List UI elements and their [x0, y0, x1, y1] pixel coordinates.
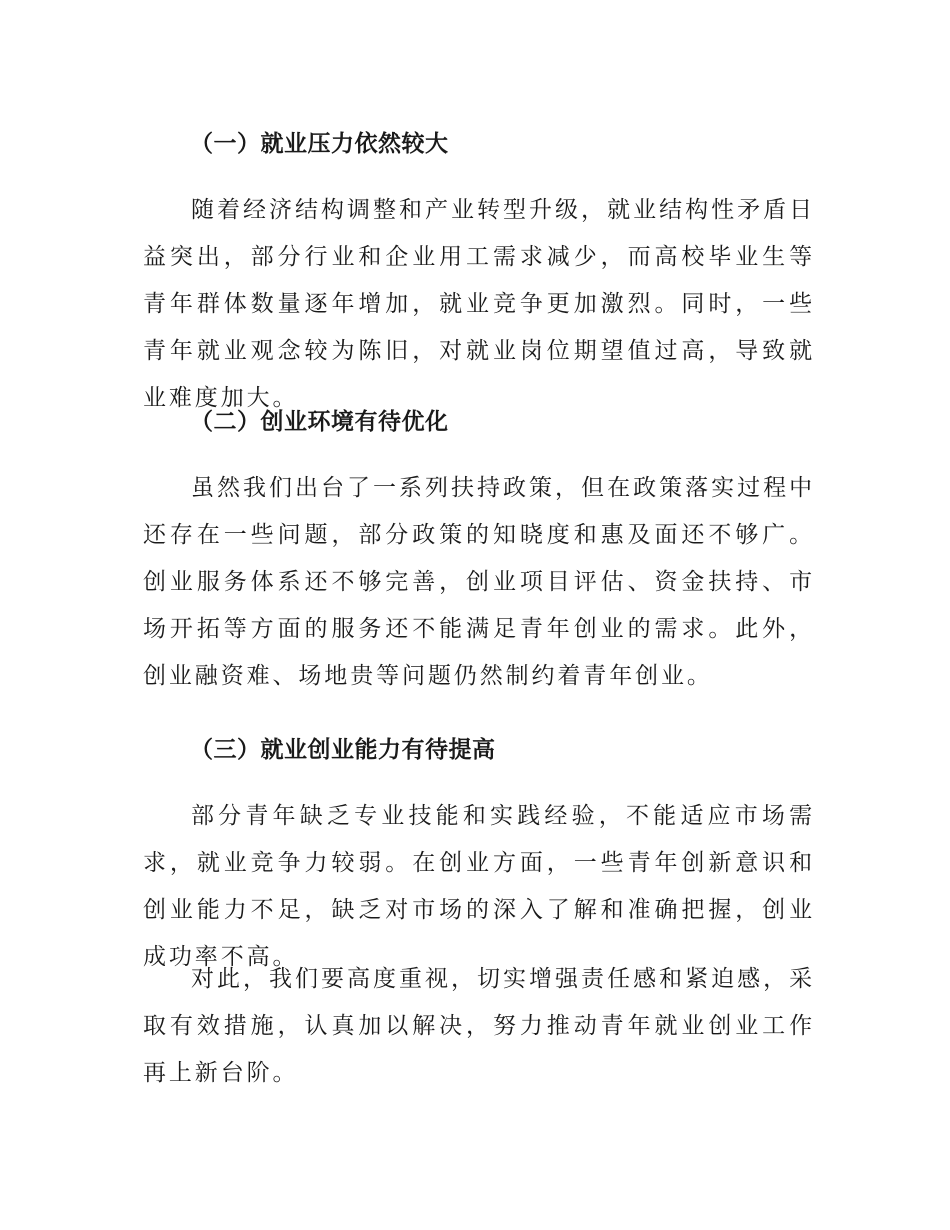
section-heading-2: （二）创业环境有待优化 [190, 409, 449, 435]
conclusion-paragraph: 对此，我们要高度重视，切实增强责任感和紧迫感，采取有效措施，认真加以解决，努力推动青年就业创业工作再上新台阶。 [143, 966, 815, 1086]
section-body-3: 部分青年缺乏专业技能和实践经验，不能适应市场需求，就业竞争力较弱。在创业方面，一些青年创新意识和创业能力不足，缺乏对市场的深入了解和准确把握，创业成功率不高。 [143, 803, 815, 970]
section-body-2: 虽然我们出台了一系列扶持政策，但在政策落实过程中还存在一些问题，部分政策的知晓度和惠及面还不够广。创业服务体系还不够完善，创业项目评估、资金扶持、市场开拓等方面的服务还不能满足青年创业的需求。此外，创业融资难、场地贵等问题仍然制约着青年创业。 [143, 475, 815, 689]
section-body-1: 随着经济结构调整和产业转型升级，就业结构性矛盾日益突出，部分行业和企业用工需求减少，而高校毕业生等青年群体数量逐年增加，就业竞争更加激烈。同时，一些青年就业观念较为陈旧，对就业岗位期望值过高，导致就业难度加大。 [143, 197, 815, 411]
section-heading-1: （一）就业压力依然较大 [190, 131, 449, 157]
section-heading-3: （三）就业创业能力有待提高 [190, 737, 496, 763]
